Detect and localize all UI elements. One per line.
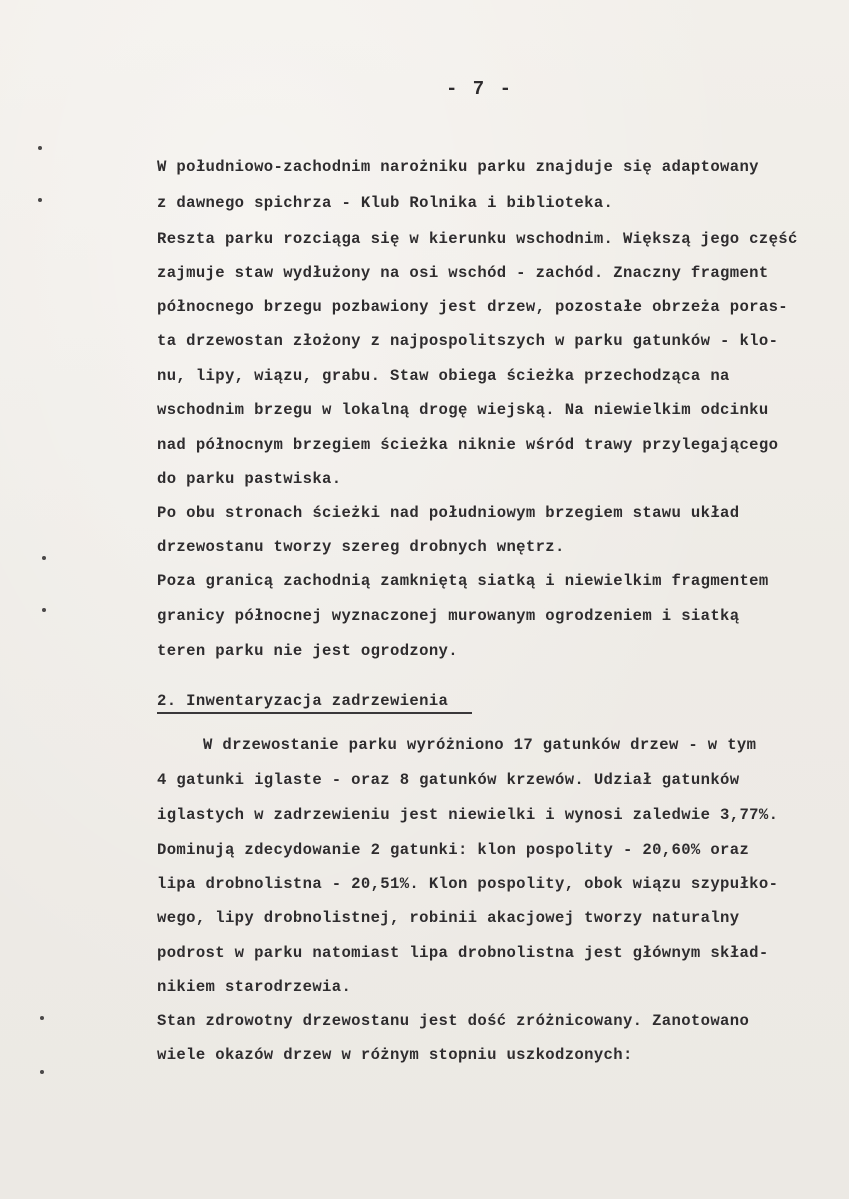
punch-mark — [42, 608, 46, 612]
text-line: wschodnim brzegu w lokalną drogę wiejską. Na niewielkim odcinku — [157, 401, 769, 419]
text-line: Reszta parku rozciąga się w kierunku wschodnim. Większą jego część — [157, 230, 798, 248]
section-heading — [157, 692, 448, 710]
punch-mark — [42, 556, 46, 560]
page-number: - 7 - — [446, 78, 514, 100]
text-line: wiele okazów drzew w różnym stopniu uszkodzonych: — [157, 1046, 633, 1064]
text-line: teren parku nie jest ogrodzony. — [157, 642, 458, 660]
heading-underline — [157, 712, 472, 714]
text-line: do parku pastwiska. — [157, 470, 342, 488]
text-line: Stan zdrowotny drzewostanu jest dość zróżnicowany. Zanotowano — [157, 1012, 750, 1030]
punch-mark — [40, 1016, 44, 1020]
text-line: Dominują zdecydowanie 2 gatunki: klon pospolity - 20,60% oraz — [157, 841, 750, 859]
section-heading-text: 2. Inwentaryzacja zadrzewienia — [157, 692, 449, 710]
text-line: drzewostanu tworzy szereg drobnych wnętrz. — [157, 538, 565, 556]
text-line: 4 gatunki iglaste - oraz 8 gatunków krzewów. Udział gatunków — [157, 771, 740, 789]
text-line: nikiem starodrzewia. — [157, 978, 352, 996]
text-line: podrost w parku natomiast lipa drobnolistna jest głównym skład- — [157, 944, 769, 962]
text-line: Poza granicą zachodnią zamkniętą siatką i niewielkim fragmentem — [157, 572, 769, 590]
text-line: nad północnym brzegiem ścieżka niknie wśród trawy przylegającego — [157, 436, 779, 454]
text-line: iglastych w zadrzewieniu jest niewielki i wynosi zaledwie 3,77%. — [157, 806, 779, 824]
text-line: zajmuje staw wydłużony na osi wschód - zachód. Znaczny fragment — [157, 264, 769, 282]
text-line: nu, lipy, wiązu, grabu. Staw obiega ścieżka przechodząca na — [157, 367, 730, 385]
punch-mark — [38, 198, 42, 202]
text-line: W południowo-zachodnim narożniku parku znajduje się adaptowany — [157, 158, 759, 176]
text-line: z dawnego spichrza - Klub Rolnika i biblioteka. — [157, 194, 614, 212]
text-line: lipa drobnolistna - 20,51%. Klon pospolity, obok wiązu szypułko- — [157, 875, 779, 893]
text-line: granicy północnej wyznaczonej murowanym ogrodzeniem i siatką — [157, 607, 740, 625]
text-line: Po obu stronach ścieżki nad południowym brzegiem stawu układ — [157, 504, 740, 522]
text-line: wego, lipy drobnolistnej, robinii akacjowej tworzy naturalny — [157, 909, 740, 927]
punch-mark — [38, 146, 42, 150]
text-line: północnego brzegu pozbawiony jest drzew, pozostałe obrzeża poras- — [157, 298, 789, 316]
text-line: ta drzewostan złożony z najpospolitszych w parku gatunków - klo- — [157, 332, 779, 350]
punch-mark — [40, 1070, 44, 1074]
text-line: W drzewostanie parku wyróżniono 17 gatunków drzew - w tym — [203, 736, 757, 754]
